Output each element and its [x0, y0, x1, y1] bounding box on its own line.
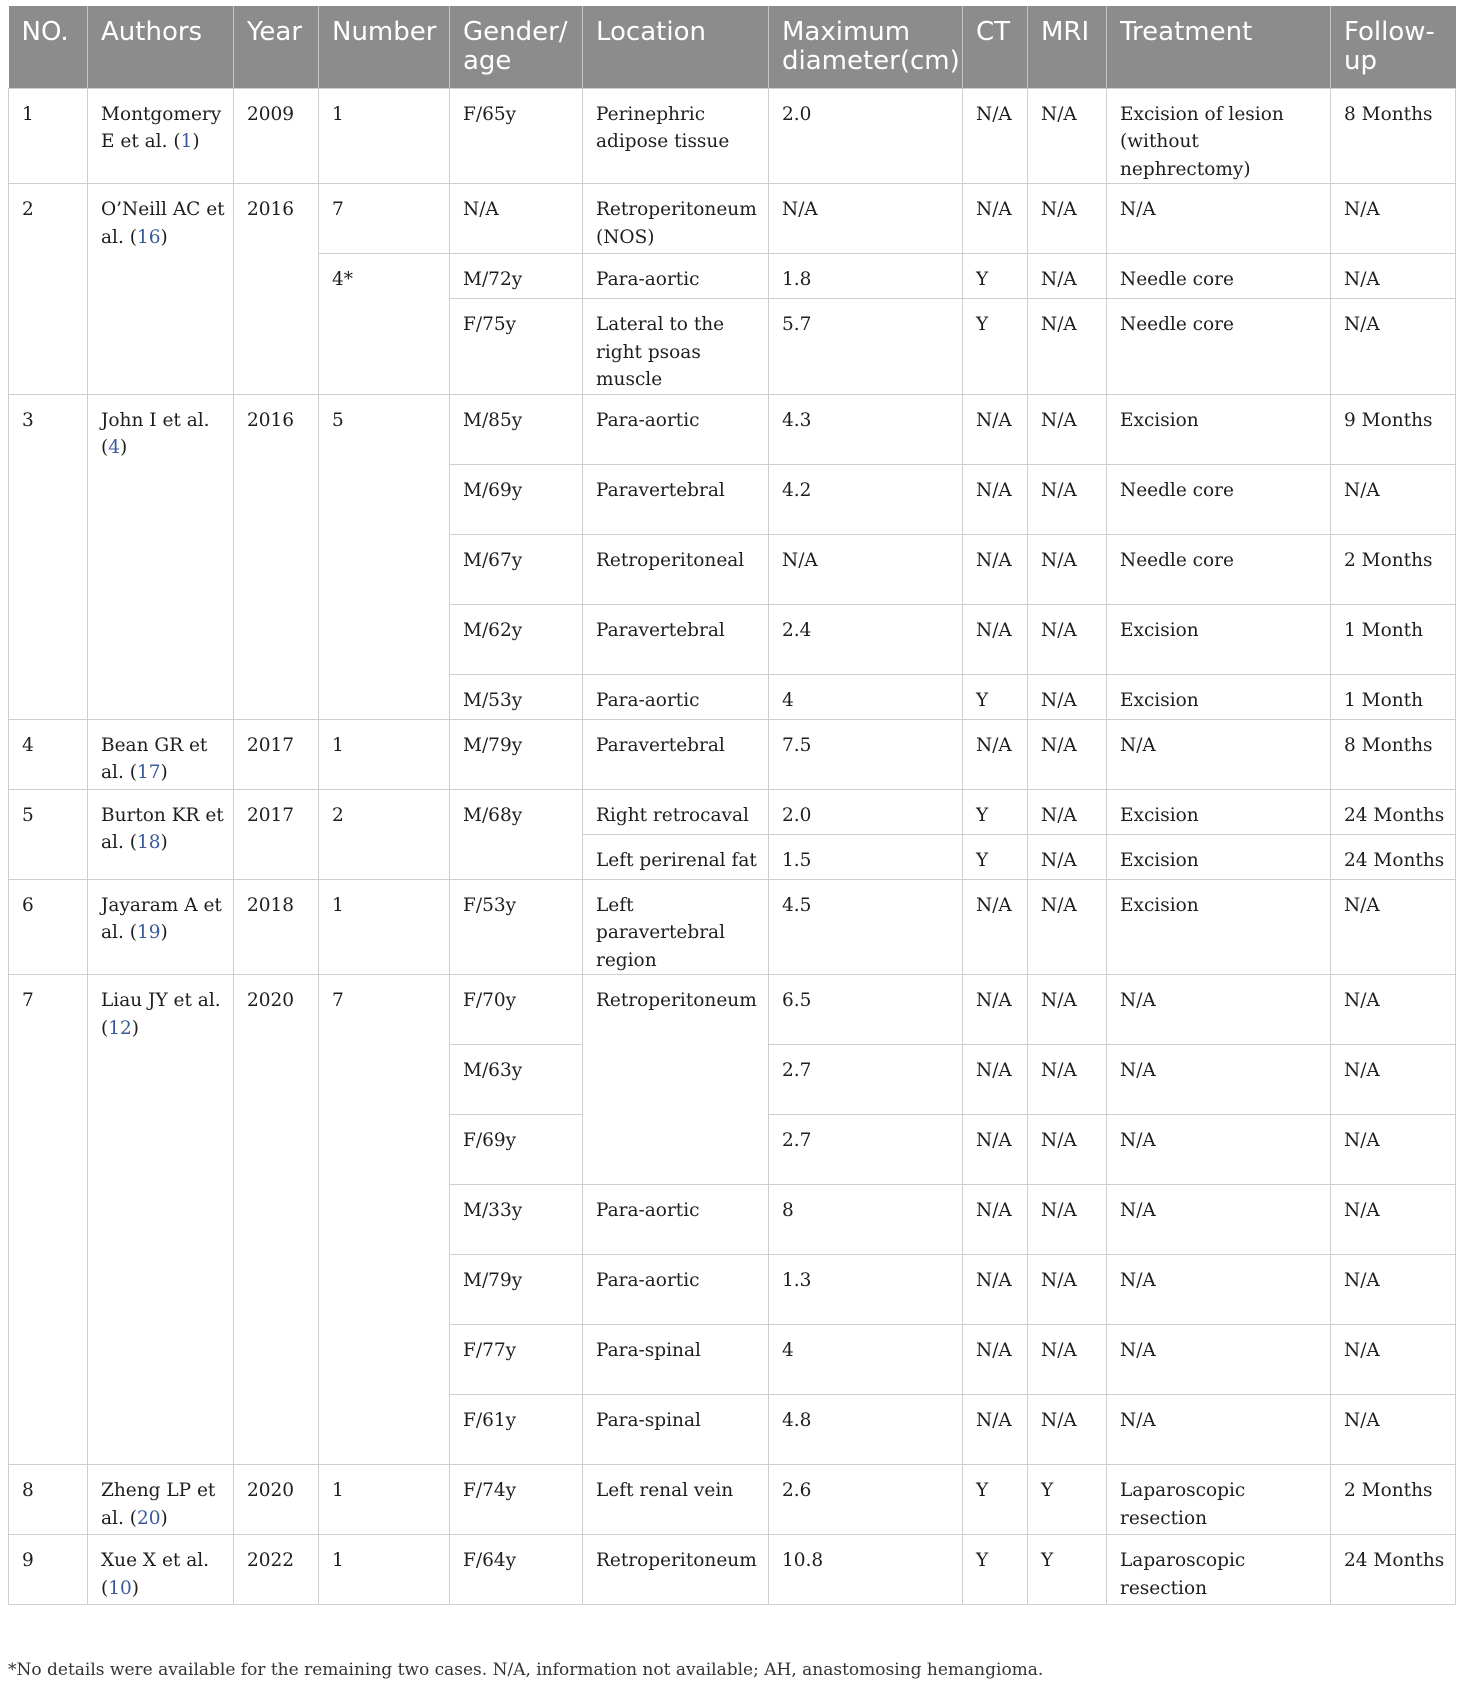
author-name: Montgomery E et al. [101, 103, 222, 152]
header-year: Year [234, 6, 319, 88]
ct-cell: N/A [963, 464, 1028, 534]
mri-cell: N/A [1028, 1185, 1107, 1255]
diameter-cell: 2.7 [769, 1115, 963, 1185]
follow-up-cell: N/A [1331, 1395, 1456, 1465]
study-year: 2020 [234, 1465, 319, 1535]
literature-table [8, 6, 1456, 1605]
follow-up-cell: N/A [1331, 1185, 1456, 1255]
diameter-cell: 2.4 [769, 604, 963, 674]
follow-up-cell: 2 Months [1331, 1465, 1456, 1535]
table-footnote: *No details were available for the remaining two cases. N/A, information not available; AH, anastomosing hemangioma. [8, 1660, 1044, 1680]
author-name: Xue X et al. [101, 1550, 210, 1571]
treatment-cell: Excision [1107, 834, 1331, 879]
location-cell: Left renal vein [583, 1465, 769, 1535]
location-cell: Left perirenal fat [583, 834, 769, 879]
treatment-cell: Needle core [1107, 534, 1331, 604]
table-row [9, 394, 1456, 464]
diameter-cell: 4.3 [769, 394, 963, 464]
mri-cell: N/A [1028, 1325, 1107, 1395]
location-cell: Para-aortic [583, 254, 769, 299]
treatment-cell: Laparoscopic resection [1107, 1465, 1331, 1535]
diameter-cell: 10.8 [769, 1535, 963, 1605]
location-cell: Para-aortic [583, 674, 769, 719]
treatment-cell: Excision [1107, 879, 1331, 975]
diameter-cell: 4 [769, 1325, 963, 1395]
mri-cell: Y [1028, 1535, 1107, 1605]
treatment-cell: Needle core [1107, 464, 1331, 534]
gender-age-cell: F/75y [450, 299, 583, 395]
ct-cell: N/A [963, 534, 1028, 604]
study-no: 6 [9, 879, 88, 975]
location-cell: Retroperitoneum [583, 1535, 769, 1605]
treatment-cell: Needle core [1107, 254, 1331, 299]
treatment-cell: N/A [1107, 1045, 1331, 1115]
mri-cell: N/A [1028, 1255, 1107, 1325]
follow-up-cell: 9 Months [1331, 394, 1456, 464]
table-row [9, 789, 1456, 834]
diameter-cell: 4.2 [769, 464, 963, 534]
ct-cell: N/A [963, 1325, 1028, 1395]
treatment-cell: N/A [1107, 1255, 1331, 1325]
follow-up-cell: 8 Months [1331, 88, 1456, 184]
study-year: 2022 [234, 1535, 319, 1605]
header-mri: MRI [1028, 6, 1107, 88]
ct-cell: N/A [963, 879, 1028, 975]
study-authors: Burton KR et al. (18) [88, 789, 234, 879]
header-authors: Authors [88, 6, 234, 88]
diameter-cell: 1.8 [769, 254, 963, 299]
follow-up-cell: 24 Months [1331, 1535, 1456, 1605]
study-authors: John I et al. (4) [88, 394, 234, 719]
location-cell: Para-spinal [583, 1395, 769, 1465]
gender-age-cell: M/68y [450, 789, 583, 879]
diameter-cell: N/A [769, 534, 963, 604]
study-year: 2009 [234, 88, 319, 184]
gender-age-cell: M/33y [450, 1185, 583, 1255]
ct-cell: N/A [963, 1115, 1028, 1185]
mri-cell: N/A [1028, 254, 1107, 299]
table-container [8, 6, 1455, 1605]
header-no: NO. [9, 6, 88, 88]
gender-age-cell: F/64y [450, 1535, 583, 1605]
header-location: Location [583, 6, 769, 88]
table-row [9, 879, 1456, 975]
study-authors: Jayaram A et al. (19) [88, 879, 234, 975]
case-number: 1 [319, 879, 450, 975]
mri-cell: N/A [1028, 834, 1107, 879]
study-no: 9 [9, 1535, 88, 1605]
location-cell: Paravertebral [583, 719, 769, 789]
follow-up-cell: N/A [1331, 879, 1456, 975]
mri-cell: N/A [1028, 975, 1107, 1045]
follow-up-cell: N/A [1331, 1325, 1456, 1395]
study-year: 2017 [234, 719, 319, 789]
table-row [9, 88, 1456, 184]
reference-link[interactable]: 12 [108, 1017, 132, 1039]
case-number: 1 [319, 719, 450, 789]
case-number: 2 [319, 789, 450, 879]
ct-cell: N/A [963, 184, 1028, 254]
author-name: Zheng LP et al. [101, 1480, 216, 1529]
treatment-cell: N/A [1107, 975, 1331, 1045]
study-year: 2020 [234, 975, 319, 1465]
treatment-cell: Laparoscopic resection [1107, 1535, 1331, 1605]
study-authors: O’Neill AC et al. (16) [88, 184, 234, 395]
table-row [9, 184, 1456, 254]
gender-age-cell: F/65y [450, 88, 583, 184]
treatment-cell: Excision [1107, 789, 1331, 834]
gender-age-cell: M/79y [450, 719, 583, 789]
author-name: Jayaram A et al. [101, 894, 222, 943]
gender-age-cell: F/77y [450, 1325, 583, 1395]
mri-cell: N/A [1028, 879, 1107, 975]
location-cell: Para-aortic [583, 394, 769, 464]
location-cell: Left paravertebral region [583, 879, 769, 975]
diameter-cell: 2.6 [769, 1465, 963, 1535]
follow-up-cell: 8 Months [1331, 719, 1456, 789]
follow-up-cell: N/A [1331, 975, 1456, 1045]
diameter-cell: 2.0 [769, 88, 963, 184]
diameter-cell: 4.8 [769, 1395, 963, 1465]
mri-cell: N/A [1028, 464, 1107, 534]
gender-age-cell: F/70y [450, 975, 583, 1045]
gender-age-cell: F/69y [450, 1115, 583, 1185]
reference-link[interactable]: 4 [108, 437, 120, 458]
follow-up-cell: N/A [1331, 1045, 1456, 1115]
mri-cell: N/A [1028, 719, 1107, 789]
location-cell: Lateral to the right psoas muscle [583, 299, 769, 395]
study-year: 2016 [234, 394, 319, 719]
study-authors: Xue X et al. (10) [88, 1535, 234, 1605]
gender-age-cell: F/53y [450, 879, 583, 975]
follow-up-cell: N/A [1331, 1255, 1456, 1325]
ct-cell: Y [963, 834, 1028, 879]
follow-up-cell: 1 Month [1331, 604, 1456, 674]
follow-up-cell: N/A [1331, 299, 1456, 395]
gender-age-cell: M/53y [450, 674, 583, 719]
reference-link[interactable]: 17 [136, 762, 161, 783]
table-body [9, 88, 1456, 1605]
treatment-cell: N/A [1107, 1115, 1331, 1185]
mri-cell: N/A [1028, 604, 1107, 674]
author-name: Bean GR et al. [101, 734, 208, 783]
reference-link[interactable]: 1 [180, 131, 193, 152]
mri-cell: N/A [1028, 534, 1107, 604]
treatment-cell: N/A [1107, 184, 1331, 254]
mri-cell: Y [1028, 1465, 1107, 1535]
case-number: 1 [319, 1535, 450, 1605]
treatment-cell: N/A [1107, 1185, 1331, 1255]
study-no: 1 [9, 88, 88, 184]
author-name: O’Neill AC et al. [101, 199, 225, 248]
follow-up-cell: N/A [1331, 184, 1456, 254]
ct-cell: N/A [963, 88, 1028, 184]
ct-cell: N/A [963, 1255, 1028, 1325]
location-cell: Para-aortic [583, 1255, 769, 1325]
follow-up-cell: 2 Months [1331, 534, 1456, 604]
header-gender-age: Gender/ age [450, 6, 583, 88]
header-number: Number [319, 6, 450, 88]
header-treatment: Treatment [1107, 6, 1331, 88]
location-cell: Right retrocaval [583, 789, 769, 834]
table-row [9, 719, 1456, 789]
mri-cell: N/A [1028, 184, 1107, 254]
treatment-cell: Excision [1107, 394, 1331, 464]
treatment-cell: N/A [1107, 1395, 1331, 1465]
reference-link[interactable]: 20 [136, 1507, 161, 1529]
reference-link[interactable]: 16 [136, 226, 161, 248]
follow-up-cell: 1 Month [1331, 674, 1456, 719]
ct-cell: N/A [963, 719, 1028, 789]
header-ct: CT [963, 6, 1028, 88]
diameter-cell: 1.5 [769, 834, 963, 879]
ct-cell: Y [963, 1535, 1028, 1605]
location-cell: Para-aortic [583, 1185, 769, 1255]
gender-age-cell: M/72y [450, 254, 583, 299]
location-cell: Retroperitoneal [583, 534, 769, 604]
location-cell: Para-spinal [583, 1325, 769, 1395]
ct-cell: Y [963, 254, 1028, 299]
case-number: 7 [319, 975, 450, 1465]
location-cell: Retroperitoneum (NOS) [583, 184, 769, 254]
gender-age-cell: M/63y [450, 1045, 583, 1115]
case-number: 1 [319, 88, 450, 184]
mri-cell: N/A [1028, 88, 1107, 184]
mri-cell: N/A [1028, 299, 1107, 395]
ct-cell: Y [963, 299, 1028, 395]
diameter-cell: 2.0 [769, 789, 963, 834]
study-no: 4 [9, 719, 88, 789]
ct-cell: N/A [963, 1045, 1028, 1115]
study-authors: Bean GR et al. (17) [88, 719, 234, 789]
case-number: 7 [319, 184, 450, 254]
treatment-cell: Excision [1107, 674, 1331, 719]
table-row [9, 975, 1456, 1045]
diameter-cell: 4 [769, 674, 963, 719]
gender-age-cell: M/67y [450, 534, 583, 604]
study-no: 8 [9, 1465, 88, 1535]
table-row [9, 1535, 1456, 1605]
diameter-cell: 2.7 [769, 1045, 963, 1115]
reference-link[interactable]: 19 [136, 922, 161, 943]
diameter-cell: 7.5 [769, 719, 963, 789]
diameter-cell: 6.5 [769, 975, 963, 1045]
study-no: 2 [9, 184, 88, 395]
study-no: 3 [9, 394, 88, 719]
ct-cell: Y [963, 674, 1028, 719]
study-no: 7 [9, 975, 88, 1465]
reference-link[interactable]: 10 [108, 1577, 132, 1599]
location-cell: Retroperitoneum [583, 975, 769, 1185]
gender-age-cell: M/62y [450, 604, 583, 674]
treatment-cell: Needle core [1107, 299, 1331, 395]
follow-up-cell: N/A [1331, 464, 1456, 534]
follow-up-cell: N/A [1331, 254, 1456, 299]
study-year: 2017 [234, 789, 319, 879]
header-follow-up: Follow-up [1331, 6, 1456, 88]
location-cell: Perinephric adipose tissue [583, 88, 769, 184]
diameter-cell: 4.5 [769, 879, 963, 975]
diameter-cell: 1.3 [769, 1255, 963, 1325]
case-number: 5 [319, 394, 450, 719]
follow-up-cell: 24 Months [1331, 789, 1456, 834]
study-authors: Zheng LP et al. (20) [88, 1465, 234, 1535]
location-cell: Paravertebral [583, 604, 769, 674]
author-name: John I et al. [101, 409, 210, 431]
ct-cell: N/A [963, 1185, 1028, 1255]
header-max-diameter: Maximum diameter(cm) [769, 6, 963, 88]
diameter-cell: 5.7 [769, 299, 963, 395]
reference-link[interactable]: 18 [136, 832, 161, 853]
diameter-cell: N/A [769, 184, 963, 254]
ct-cell: N/A [963, 394, 1028, 464]
ct-cell: Y [963, 1465, 1028, 1535]
gender-age-cell: F/74y [450, 1465, 583, 1535]
treatment-cell: Excision of lesion (without nephrectomy) [1107, 88, 1331, 184]
mri-cell: N/A [1028, 674, 1107, 719]
table-row [9, 1465, 1456, 1535]
gender-age-cell: N/A [450, 184, 583, 254]
treatment-cell: N/A [1107, 719, 1331, 789]
treatment-cell: N/A [1107, 1325, 1331, 1395]
gender-age-cell: M/85y [450, 394, 583, 464]
mri-cell: N/A [1028, 1115, 1107, 1185]
gender-age-cell: M/79y [450, 1255, 583, 1325]
mri-cell: N/A [1028, 1045, 1107, 1115]
treatment-cell: Excision [1107, 604, 1331, 674]
mri-cell: N/A [1028, 789, 1107, 834]
header-row [9, 6, 1456, 88]
study-authors: Montgomery E et al. (1) [88, 88, 234, 184]
ct-cell: N/A [963, 975, 1028, 1045]
study-year: 2018 [234, 879, 319, 975]
follow-up-cell: 24 Months [1331, 834, 1456, 879]
study-no: 5 [9, 789, 88, 879]
gender-age-cell: M/69y [450, 464, 583, 534]
study-authors: Liau JY et al. (12) [88, 975, 234, 1465]
case-number-sub: 4* [319, 254, 450, 395]
mri-cell: N/A [1028, 394, 1107, 464]
mri-cell: N/A [1028, 1395, 1107, 1465]
diameter-cell: 8 [769, 1185, 963, 1255]
follow-up-cell: N/A [1331, 1115, 1456, 1185]
ct-cell: Y [963, 789, 1028, 834]
author-name: Liau JY et al. [101, 990, 221, 1011]
gender-age-cell: F/61y [450, 1395, 583, 1465]
author-name: Burton KR et al. [101, 804, 224, 853]
study-year: 2016 [234, 184, 319, 395]
case-number: 1 [319, 1465, 450, 1535]
ct-cell: N/A [963, 1395, 1028, 1465]
ct-cell: N/A [963, 604, 1028, 674]
location-cell: Paravertebral [583, 464, 769, 534]
